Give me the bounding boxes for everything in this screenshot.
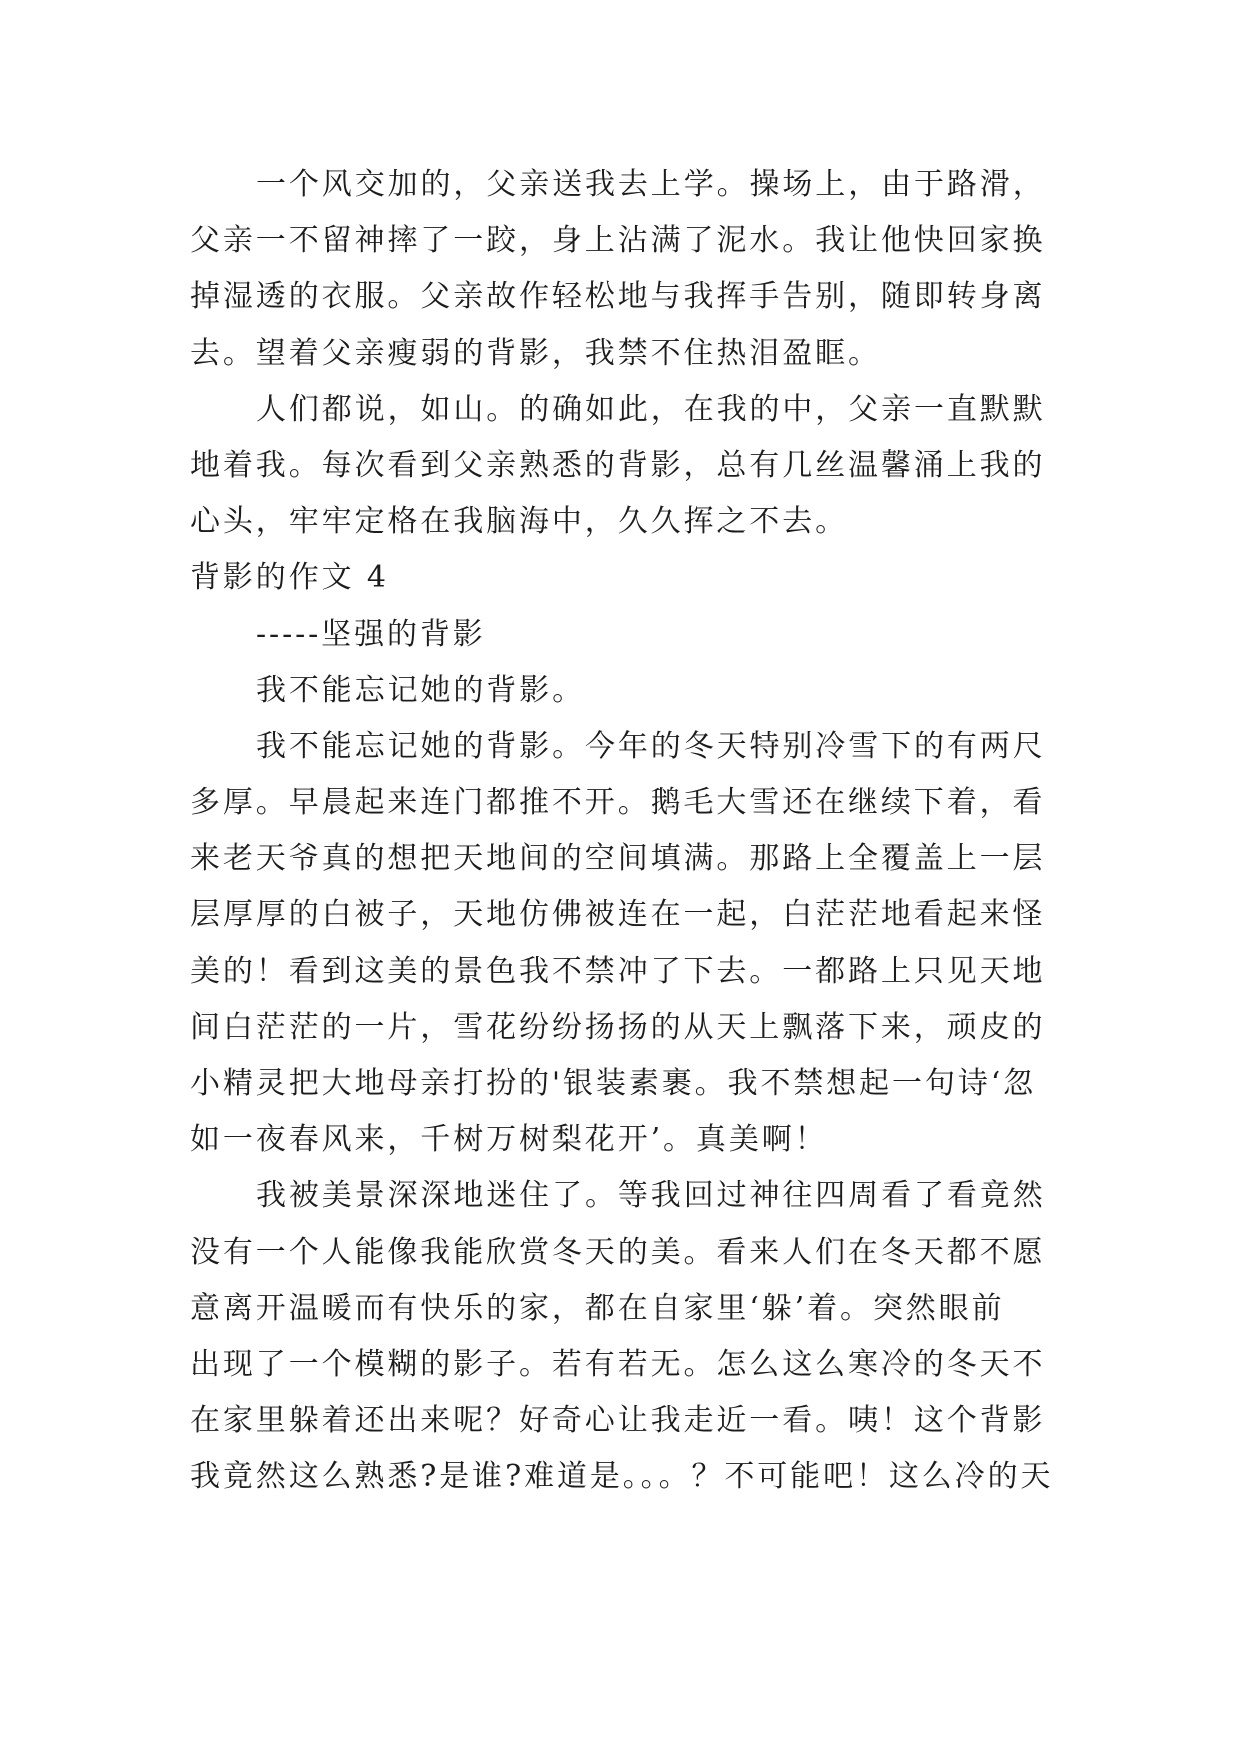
text-line: 没有一个人能像我能欣赏冬天的美。看来人们在冬天都不愿 [190,1234,1046,1270]
text-line: 我不能忘记她的背影。 [256,672,585,708]
text-line: 美的！看到这美的景色我不禁冲了下去。一都路上只见天地 [190,953,1046,989]
subtitle-line [190,607,1070,663]
text-line: 间白茫茫的一片，雪花纷纷扬扬的从天上飘落下来，顽皮的 [190,1009,1046,1045]
section-heading: 背影的作文 4 [190,560,389,596]
text-line: 心头，牢牢定格在我脑海中，久久挥之不去。 [190,504,848,540]
text-line: 层厚厚的白被子，天地仿佛被连在一起，白茫茫地看起来怪 [190,897,1046,933]
text-line: 如一夜春风来，千树万树梨花开’。真美啊！ [190,1122,828,1158]
text-line: 出现了一个模糊的影子。若有若无。怎么这么寒冷的冬天不 [190,1346,1046,1382]
text-line: 我被美景深深地迷住了。等我回过神往四周看了看竟然 [256,1178,1046,1214]
text-line: 来老天爷真的想把天地间的空间填满。那路上全覆盖上一层 [190,841,1046,877]
paragraph [190,1168,1070,1505]
text-line: 小精灵把大地母亲打扮的'银装素裹。我不禁想起一句诗‘忽 [190,1066,1037,1101]
text-line: 我竟然这么熟悉?是谁?难道是。。。？不可能吧！这么冷的天 [190,1459,1054,1495]
text-line: 掉湿透的衣服。父亲故作轻松地与我挥手告别，随即转身离 [190,279,1046,315]
text-line: 去。望着父亲瘦弱的背影，我禁不住热泪盈眶。 [190,335,881,371]
text-line: 一个风交加的，父亲送我去上学。操场上，由于路滑， [256,167,1046,202]
document-body [190,157,1070,1506]
text-line: 父亲一不留神摔了一跤，身上沾满了泥水。我让他快回家换 [190,223,1046,259]
text-line: 我不能忘记她的背影。今年的冬天特别冷雪下的有两尺 [256,728,1046,764]
paragraph [190,719,1070,1169]
paragraph [190,157,1070,382]
text-line: -----坚强的背影 [256,616,486,652]
text-line: 人们都说，如山。的确如此，在我的中，父亲一直默默 [256,391,1046,427]
text-line: 在家里躲着还出来呢？好奇心让我走近一看。咦！这个背影 [190,1403,1046,1439]
text-line: 地着我。每次看到父亲熟悉的背影，总有几丝温馨涌上我的 [190,447,1046,483]
paragraph [190,382,1070,551]
text-line: 多厚。早晨起来连门都推不开。鹅毛大雪还在继续下着，看 [190,785,1046,821]
text-line: 意离开温暖而有快乐的家，都在自家里‘躲’着。突然眼前 [190,1290,1005,1326]
paragraph [190,663,1070,719]
